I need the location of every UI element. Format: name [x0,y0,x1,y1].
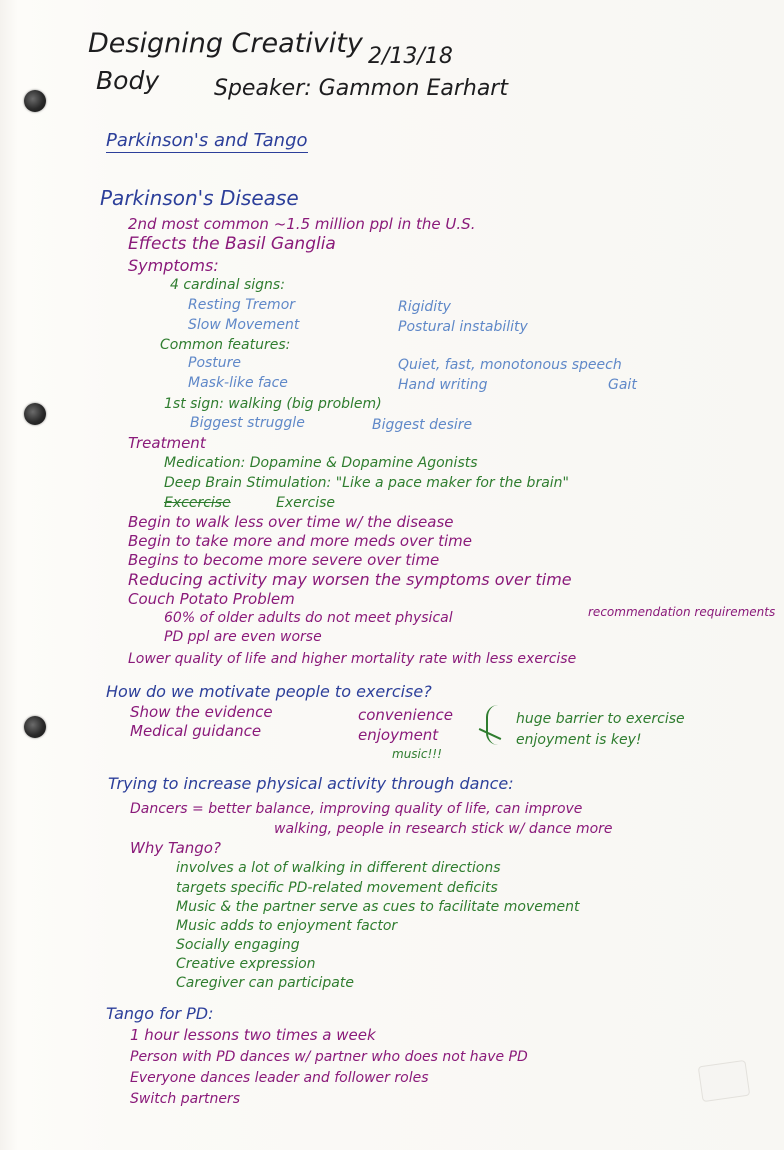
motivate-item-5: music!!! [392,747,442,761]
dance-line-1: Dancers = better balance, improving quality of life, can improve [130,801,583,817]
treatment-1: Medication: Dopamine & Dopamine Agonists [164,455,478,471]
pd-symptoms: Symptoms: [128,256,219,275]
treatment-3: Exercise [276,495,335,511]
pd-b3: Begins to become more severe over time [128,551,440,569]
cardinal-1: Resting Tremor [188,297,296,313]
why-tango: Why Tango? [130,839,221,857]
treatment-heading: Treatment [128,434,206,452]
motivate-item-3: convenience [358,706,453,724]
biggest-struggle: Biggest struggle [190,415,305,431]
biggest-desire: Biggest desire [372,417,473,433]
why-3: Music & the partner serve as cues to facilitate movement [176,899,580,915]
motivate-heading: How do we motivate people to exercise? [106,682,432,701]
pd-b4: Reducing activity may worsen the symptoms over time [128,570,572,589]
why-1: involves a lot of walking in different directions [176,860,501,876]
binder-hole-lower [24,716,46,738]
common-3: Quiet, fast, monotonous speech [398,357,622,373]
motivate-note-2: enjoyment is key! [516,732,642,748]
motivate-note-1: huge barrier to exercise [516,711,685,727]
pd-b6: Lower quality of life and higher mortality rate with less exercise [128,651,577,667]
couch-2: PD ppl are even worse [164,629,322,645]
treatment-3-struck: Excercise [164,495,231,511]
tango-item-1: 1 hour lessons two times a week [130,1026,376,1044]
why-5: Socially engaging [176,937,300,953]
tango-item-4: Switch partners [130,1091,240,1107]
title-line-1: Designing Creativity [88,28,363,59]
speaker: Speaker: Gammon Earhart [214,76,508,101]
couch-1b: recommendation requirements [588,605,776,619]
binder-hole-top [24,90,46,112]
why-6: Creative expression [176,956,316,972]
why-4: Music adds to enjoyment factor [176,918,398,934]
common-heading: Common features: [160,337,291,353]
binder-hole-middle [24,403,46,425]
section-title: Parkinson's and Tango [106,130,308,151]
pd-b2: Begin to take more and more meds over time [128,532,473,550]
motivate-item-1: Show the evidence [130,703,273,721]
tango-heading: Tango for PD: [106,1004,214,1023]
why-2: targets specific PD-related movement deficits [176,880,498,896]
cardinal-4: Postural instability [398,319,528,335]
motivate-brace [486,705,506,745]
motivate-item-4: enjoyment [358,726,439,744]
pd-b1: Begin to walk less over time w/ the disease [128,513,454,531]
pd-bullet-2: Effects the Basil Ganglia [128,234,336,254]
dance-line-2: walking, people in research stick w/ dance more [274,821,613,837]
title-line-2: Body [96,66,160,95]
why-7: Caregiver can participate [176,975,354,991]
pd-heading: Parkinson's Disease [100,186,299,210]
cardinal-heading: 4 cardinal signs: [170,277,285,293]
motivate-item-2: Medical guidance [130,722,262,740]
common-1: Posture [188,355,242,371]
common-5: Gait [608,377,637,393]
faded-stamp [698,1060,751,1102]
couch-1: 60% of older adults do not meet physical [164,610,453,626]
dance-heading: Trying to increase physical activity through dance: [108,774,514,793]
cardinal-3: Rigidity [398,299,451,315]
tango-item-2: Person with PD dances w/ partner who does not have PD [130,1049,528,1065]
cardinal-2: Slow Movement [188,317,300,333]
pd-bullet-1: 2nd most common ~1.5 million ppl in the U.S. [128,215,476,233]
date: 2/13/18 [368,44,453,69]
common-4: Hand writing [398,377,488,393]
common-2: Mask-like face [188,375,288,391]
treatment-2: Deep Brain Stimulation: "Like a pace maker for the brain" [164,475,569,491]
pd-b5: Couch Potato Problem [128,590,295,608]
tango-item-3: Everyone dances leader and follower roles [130,1070,429,1086]
first-sign: 1st sign: walking (big problem) [164,396,382,412]
